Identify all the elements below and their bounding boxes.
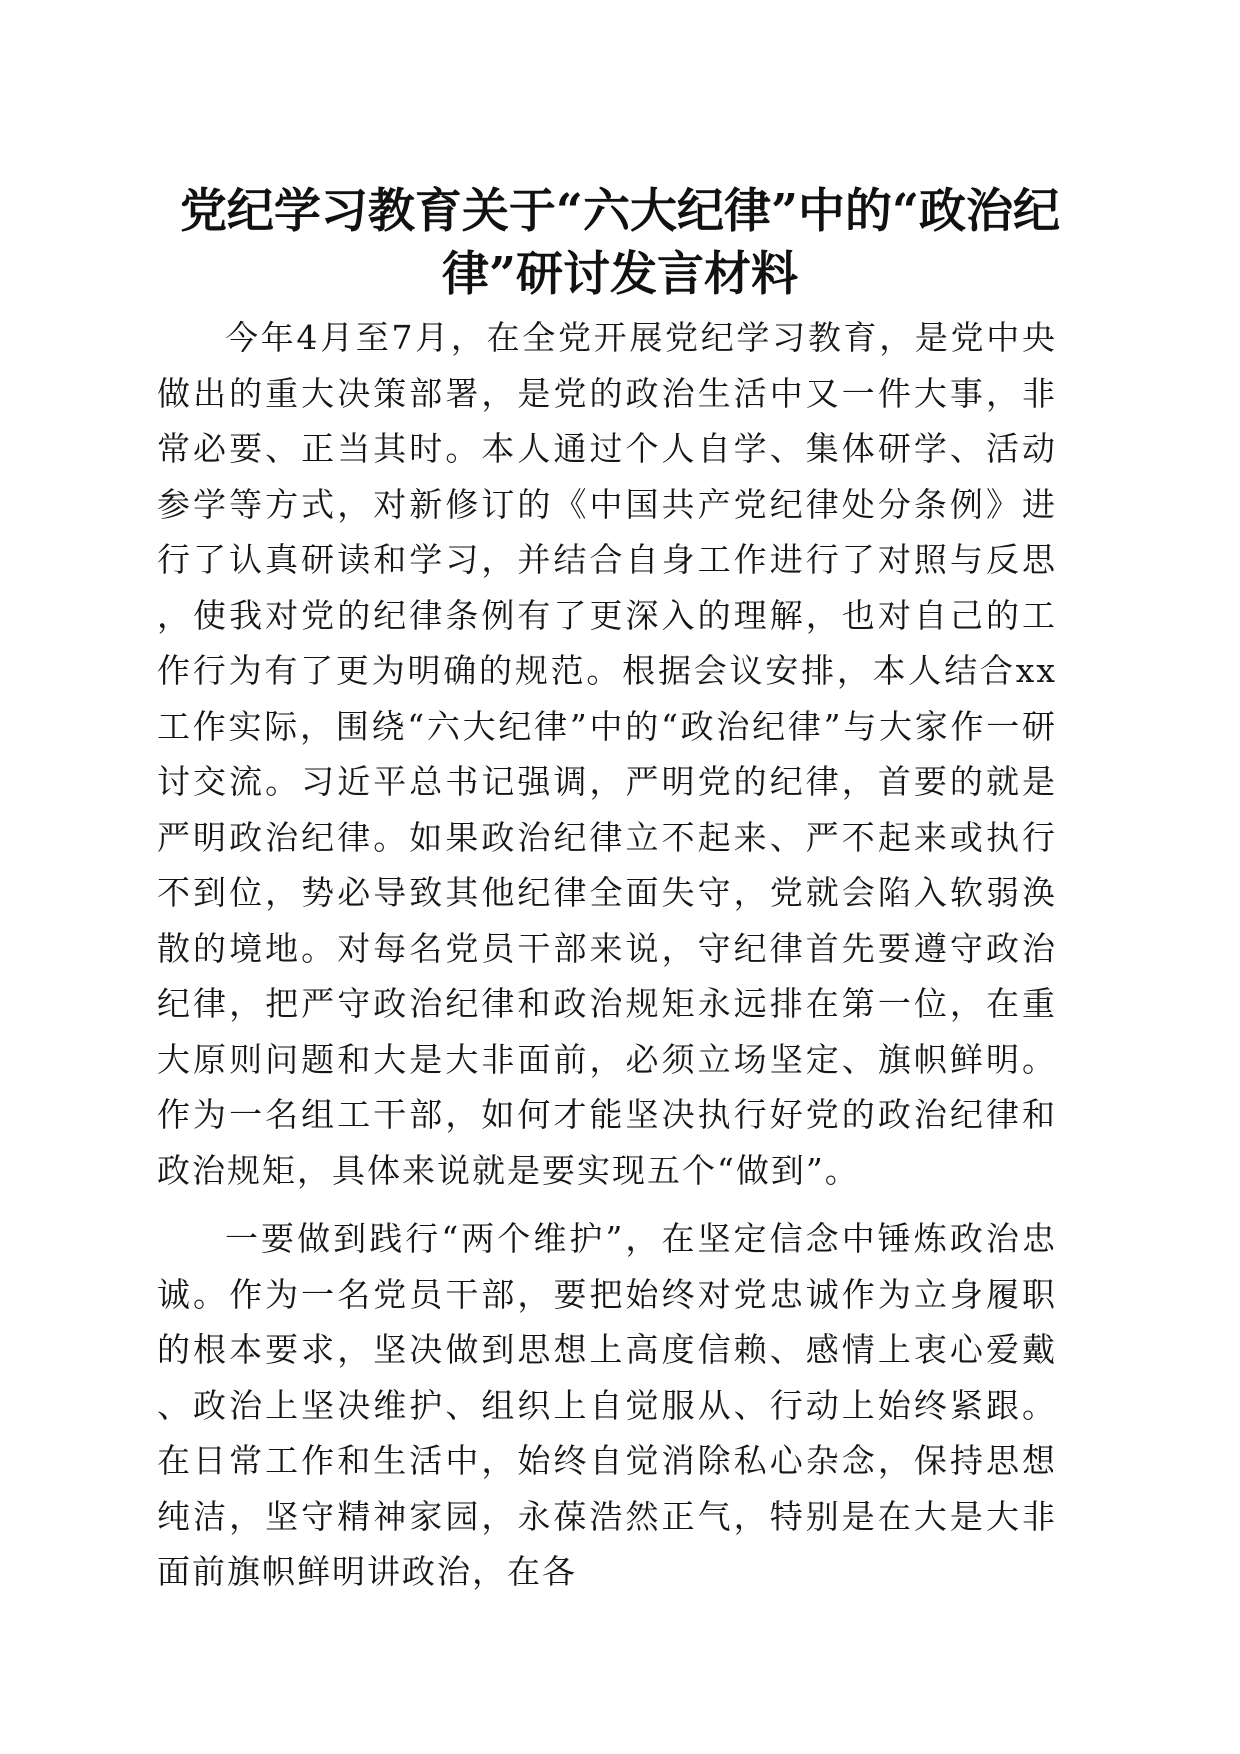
paragraph-intro: 今年4月至7月，在全党开展党纪学习教育，是党中央做出的重大决策部署，是党的政治生活中又一件大事，非常必要、正当其时。本人通过个人自学、集体研学、活动参学等方式，对新修订的《中国共产党纪律处分条例》进行了认真研读和学习，并结合自身工作进行了对照与反思，使我对党的纪律条例有了更深入的理解，也对自己的工作行为有了更为明确的规范。根据会议安排，本人结合xx工作实际，围绕“六大纪律”中的“政治纪律”与大家作一研讨交流。习近平总书记强调，严明党的纪律，首要的就是严明政治纪律。如果政治纪律立不起来、严不起来或执行不到位，势必导致其他纪律全面失守，党就会陷入软弱涣散的境地。对每名党员干部来说，守纪律首先要遵守政治纪律，把严守政治纪律和政治规矩永远排在第一位，在重大原则问题和大是大非面前，必须立场坚定、旗帜鲜明。作为一名组工干部，如何才能坚决执行好党的政治纪律和政治规矩，具体来说就是要实现五个“做到”。 (157, 318, 1057, 1190)
document-title: 党纪学习教育关于“六大纪律”中的“政治纪律”研讨发言材料 (179, 184, 1061, 302)
paragraph-point-one: 一要做到践行“两个维护”，在坚定信念中锤炼政治忠诚。作为一名党员干部，要把始终对党忠诚作为立身履职的根本要求，坚决做到思想上高度信赖、感情上衷心爱戴、政治上坚决维护、组织上自觉服从、行动上始终紧跟。在日常工作和生活中，始终自觉消除私心杂念，保持思想纯洁，坚守精神家园，永葆浩然正气，特别是在大是大非面前旗帜鲜明讲政治，在各 (157, 1219, 1057, 1591)
